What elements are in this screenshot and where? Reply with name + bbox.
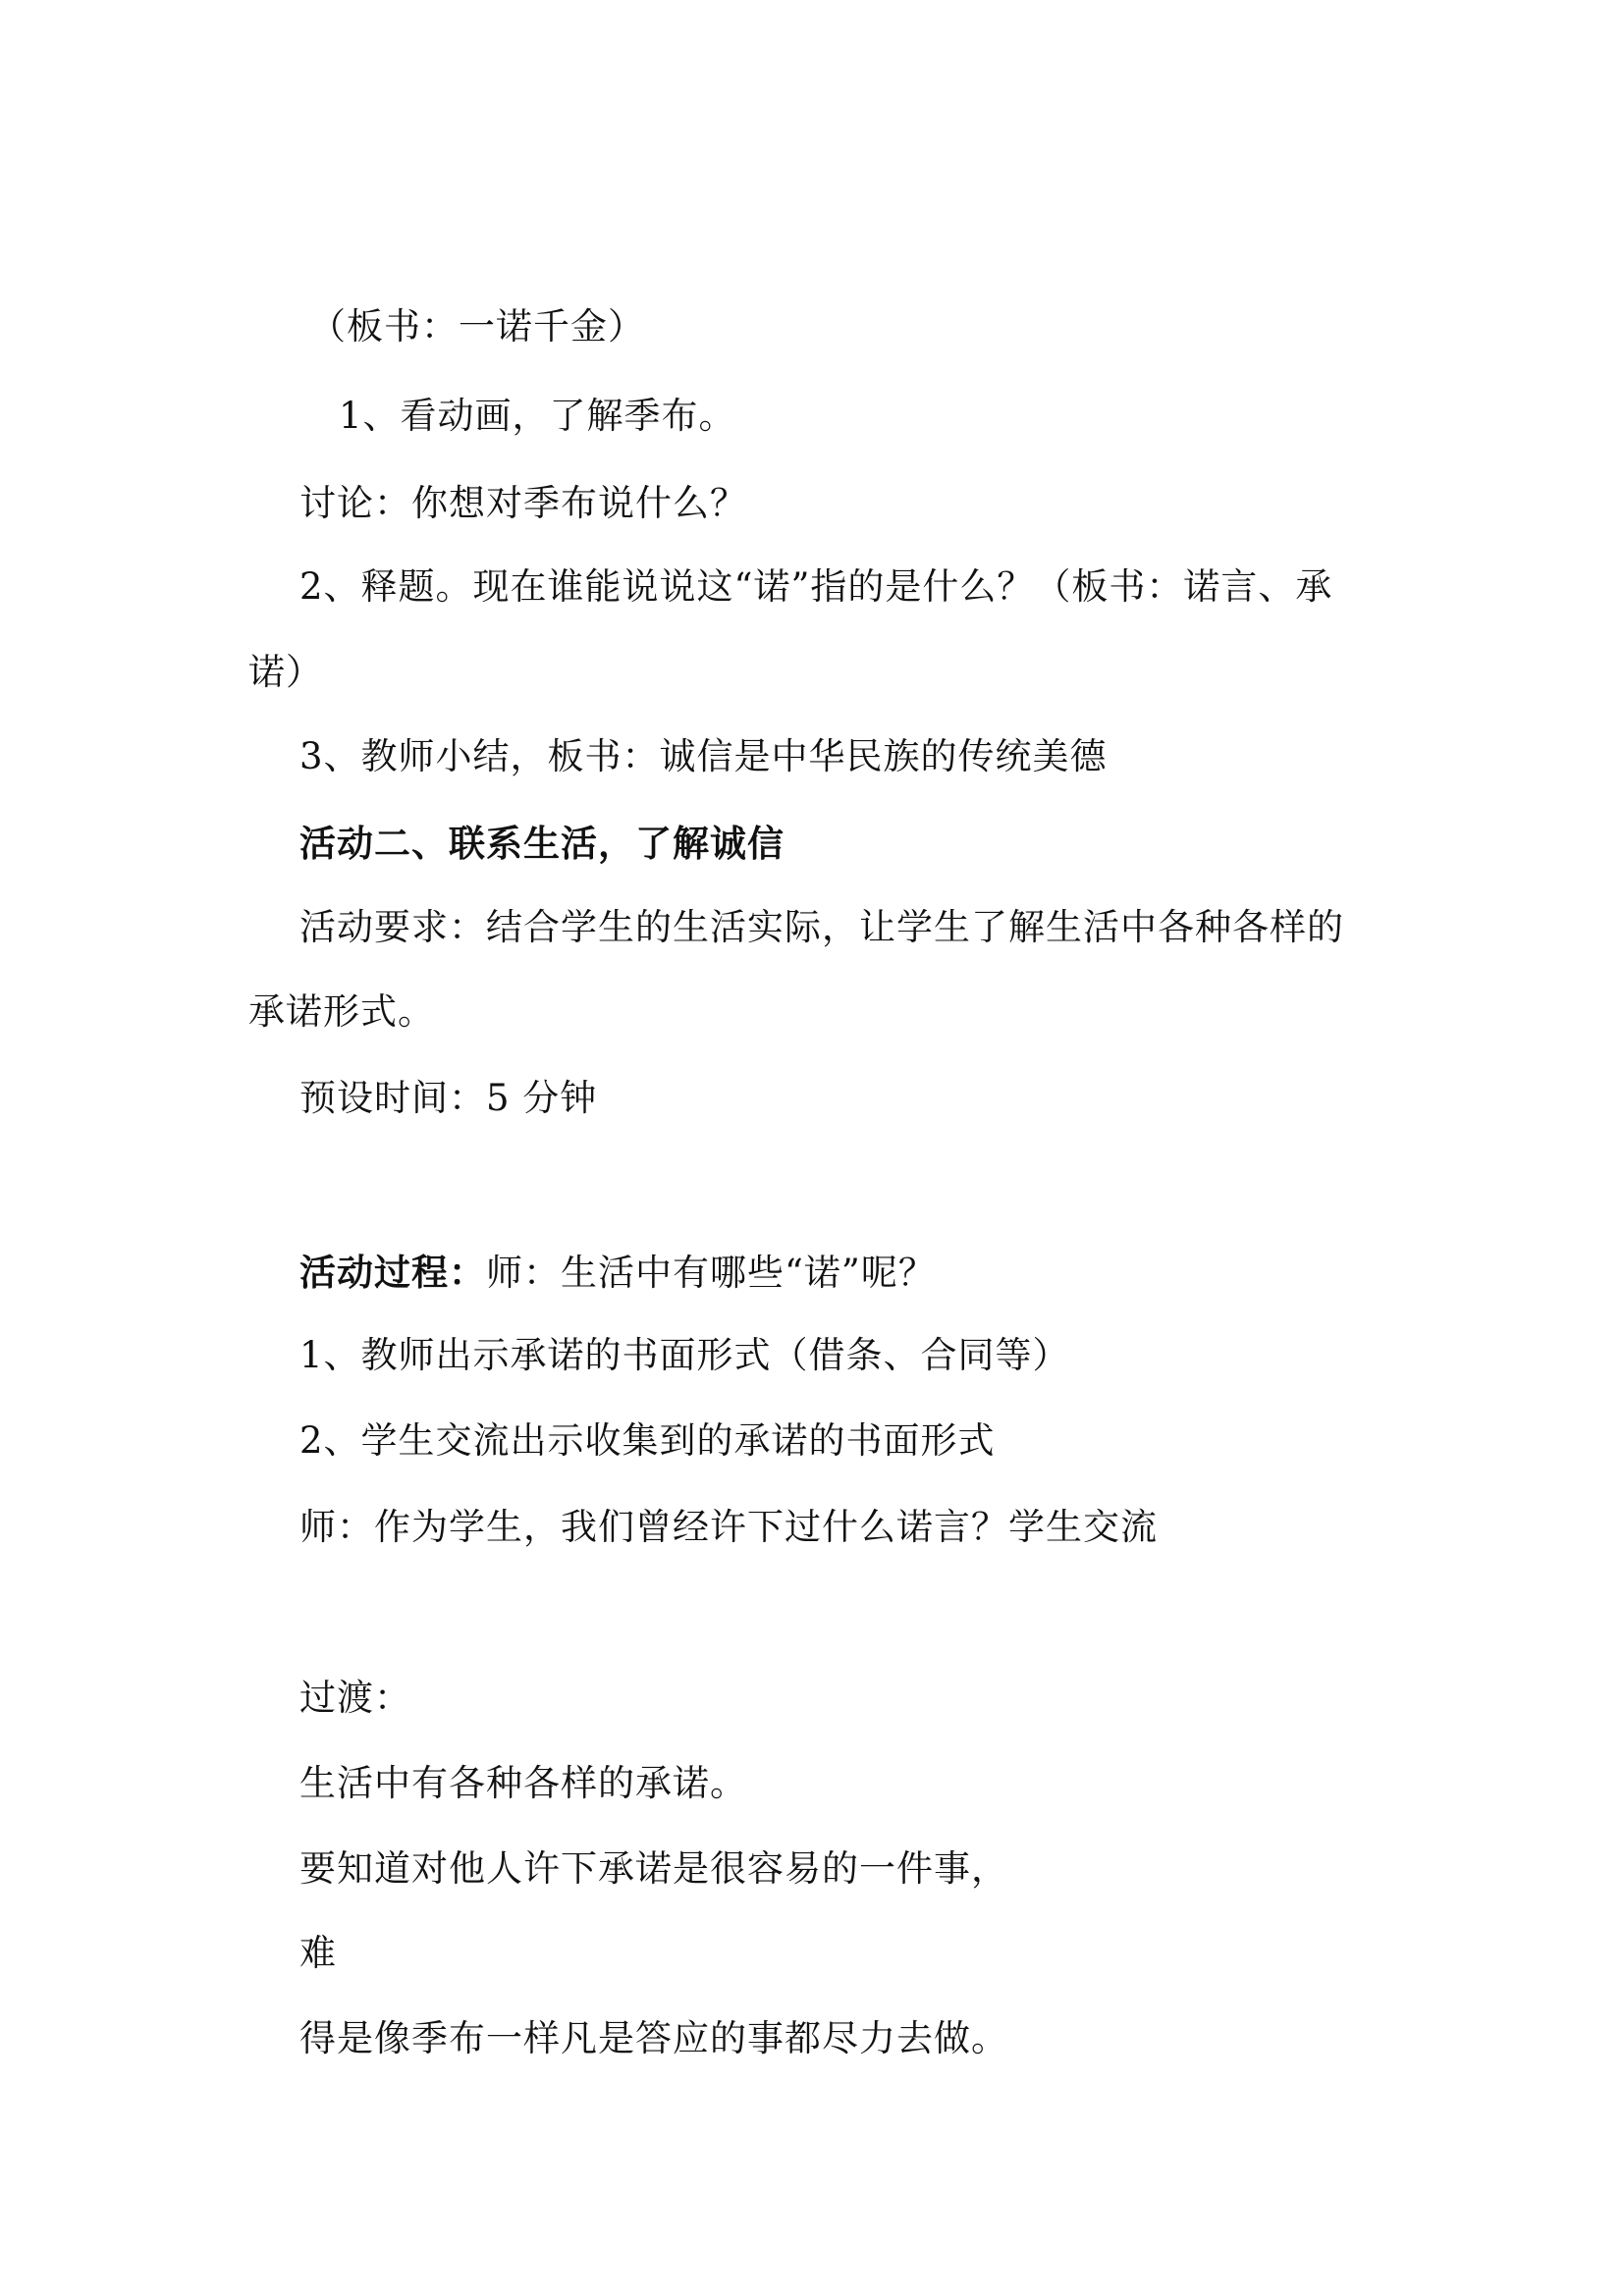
transition-line-3: 难: [299, 1932, 337, 1974]
step-1-text: 1、看动画，了解季布。: [339, 395, 736, 437]
step-3-text: 3、教师小结，板书：诚信是中华民族的传统美德: [299, 735, 1108, 777]
transition-line-4: 得是像季布一样凡是答应的事都尽力去做。: [299, 2017, 1008, 2059]
process-paragraph: [299, 1249, 936, 1297]
discussion-text: 讨论：你想对季布说什么？: [299, 482, 747, 524]
step-2-line-2: 诺）: [248, 651, 323, 693]
transition-line-2: 要知道对他人许下承诺是很容易的一件事，: [299, 1847, 1008, 1890]
process-text: 师：生活中有哪些“诺”呢？: [486, 1252, 936, 1294]
step-2-line-1: 2、释题。现在谁能说说这“诺”指的是什么？（板书：诺言、承: [299, 565, 1333, 608]
process-item-2: 2、学生交流出示收集到的承诺的书面形式: [299, 1419, 996, 1462]
transition-label: 过渡：: [299, 1677, 411, 1719]
preset-time-text: 预设时间：5 分钟: [299, 1077, 598, 1119]
requirement-line-2: 承诺形式。: [248, 990, 435, 1033]
transition-line-1: 生活中有各种各样的承诺。: [299, 1762, 747, 1804]
process-label: 活动过程：: [299, 1251, 486, 1294]
board-title: （板书：一诺千金）: [309, 305, 645, 347]
requirement-line-1: 活动要求：结合学生的生活实际，让学生了解生活中各种各样的: [299, 906, 1344, 948]
teacher-question: 师：作为学生，我们曾经许下过什么诺言？学生交流: [299, 1506, 1158, 1548]
activity-2-heading: 活动二、联系生活，了解诚信: [299, 822, 785, 865]
process-item-1: 1、教师出示承诺的书面形式（借条、合同等）: [299, 1334, 1070, 1376]
